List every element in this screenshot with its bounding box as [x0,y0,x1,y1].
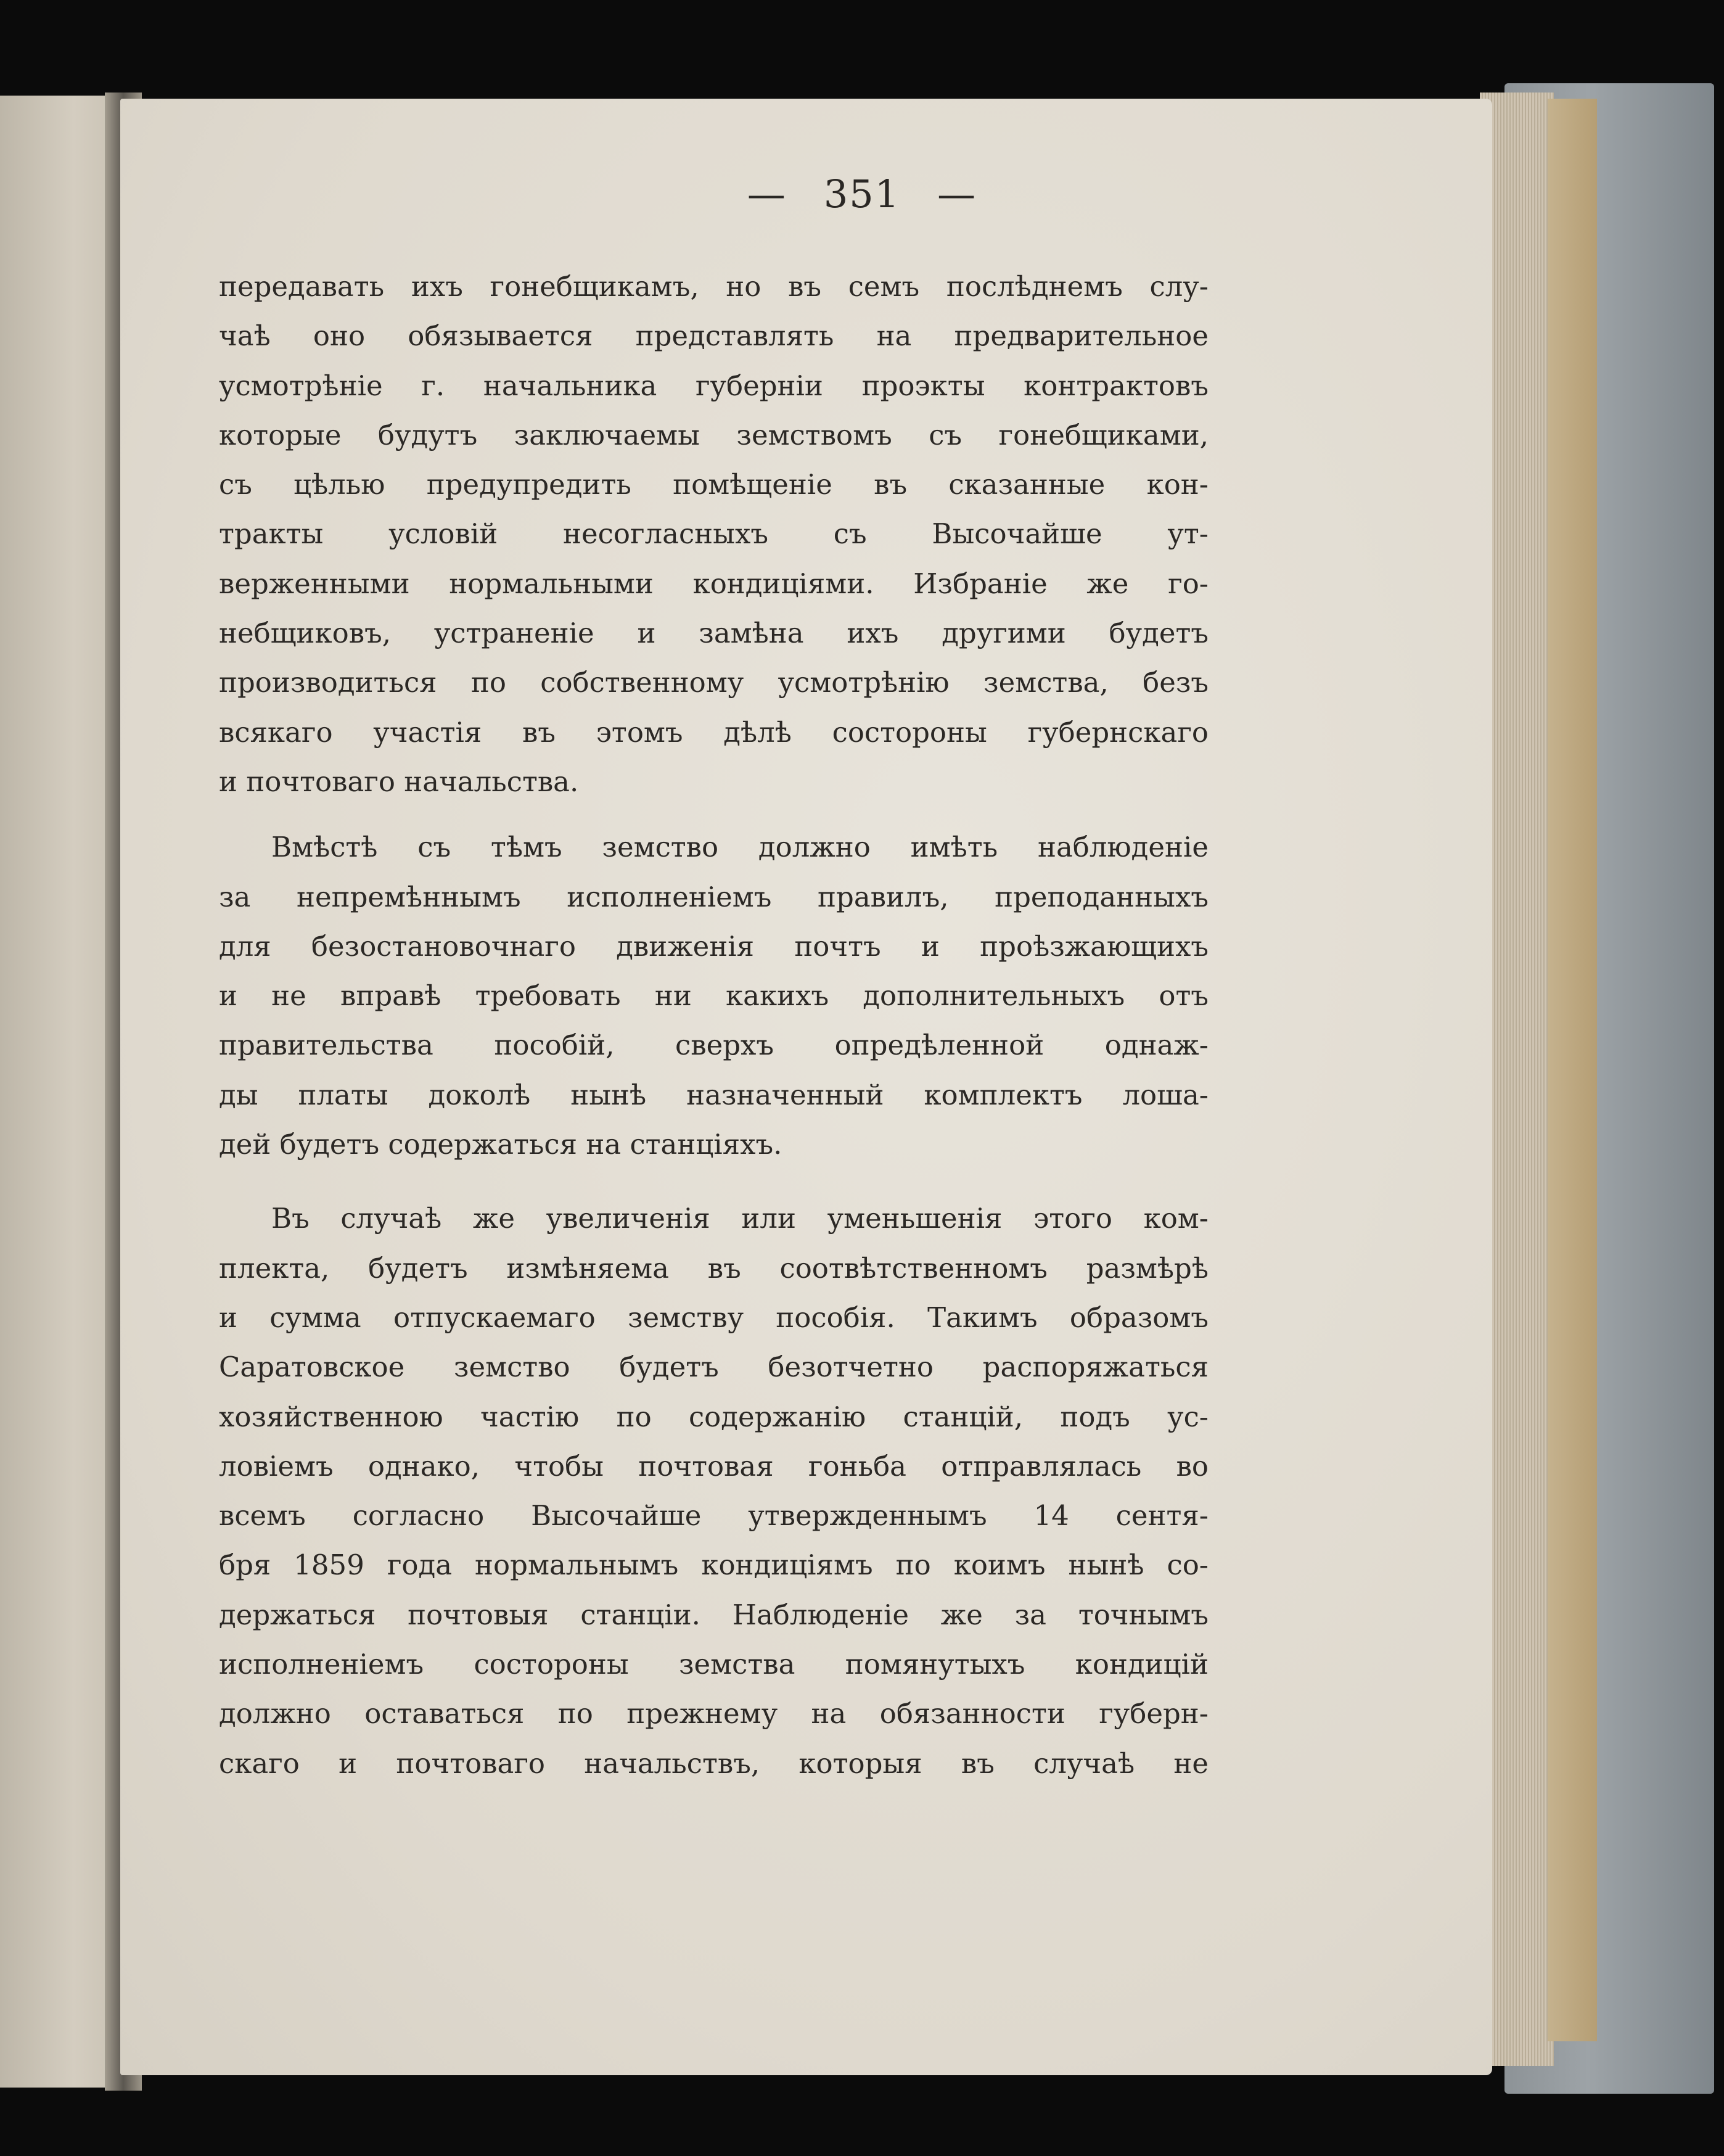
text-line: съ цѣлью предупредить помѣщеніе въ сказанные кон- [219,468,1209,501]
endpaper [1548,99,1597,2041]
text-line: и не вправѣ требовать ни какихъ дополнительныхъ отъ [219,979,1209,1013]
page-number-dash-right: — [937,171,977,216]
text-line: исполненіемъ состороны земства помянутыхъ кондицій [219,1648,1209,1681]
text-line: небщиковъ, устраненіе и замѣна ихъ другими будетъ [219,617,1209,650]
page-number: 351 [823,171,901,216]
page-number-dash-left: — [747,171,787,216]
text-line: держаться почтовыя станціи. Наблюденіе же за точнымъ [219,1598,1209,1631]
text-line: и сумма отпускаемаго земству пособія. Такимъ образомъ [219,1301,1209,1334]
text-line: бря 1859 года нормальнымъ кондиціямъ по коимъ нынѣ со- [219,1549,1209,1582]
text-line: должно оставаться по прежнему на обязанности губерн- [219,1697,1209,1730]
text-line: скаго и почтоваго начальствъ, которыя въ случаѣ не [219,1747,1209,1780]
body-text [219,262,1209,1788]
text-line: передавать ихъ гонебщикамъ, но въ семъ послѣднемъ слу- [219,270,1209,303]
paragraph-2 [219,823,1209,1169]
text-line: ды платы доколѣ нынѣ назначенный комплектъ лоша- [219,1078,1209,1111]
text-line: Въ случаѣ же увеличенія или уменьшенія этого ком- [271,1202,1209,1235]
text-line: хозяйственною частію по содержанію станцій, подъ ус- [219,1400,1209,1433]
text-line: правительства пособій, сверхъ опредѣленной однаж- [219,1029,1209,1062]
text-line: которые будутъ заключаемы земствомъ съ гонебщиками, [219,418,1209,451]
text-line: для безостановочнаго движенія почтъ и проѣзжающихъ [219,929,1209,963]
text-line: тракты условій несогласныхъ съ Высочайше ут- [219,517,1209,551]
text-line: производиться по собственному усмотрѣнію земства, безъ [219,666,1209,699]
paragraph-1 [219,262,1209,807]
text-line: усмотрѣніе г. начальника губерніи проэкты контрактовъ [219,369,1209,402]
text-line: дей будетъ содержаться на станціяхъ. [219,1128,782,1161]
text-line: Саратовское земство будетъ безотчетно распоряжаться [219,1351,1209,1384]
text-line: верженными нормальными кондиціями. Избраніе же го- [219,567,1209,600]
text-line: чаѣ оно обязывается представлять на предварительное [219,319,1209,353]
text-line: всякаго участія въ этомъ дѣлѣ состороны губернскаго [219,715,1209,749]
text-line: всемъ согласно Высочайше утвержденнымъ 14 сентя- [219,1499,1209,1533]
text-line: и почтоваго начальства. [219,765,579,798]
text-line: за непремѣннымъ исполненіемъ правилъ, преподанныхъ [219,880,1209,913]
text-line: ловіемъ однако, чтобы почтовая гоньба отправлялась во [219,1449,1209,1483]
paragraph-3 [219,1194,1209,1788]
page-number-header [0,171,1724,216]
text-line: Вмѣстѣ съ тѣмъ земство должно имѣть наблюденіе [271,831,1209,864]
text-line: плекта, будетъ измѣняема въ соотвѣтственномъ размѣрѣ [219,1251,1209,1285]
